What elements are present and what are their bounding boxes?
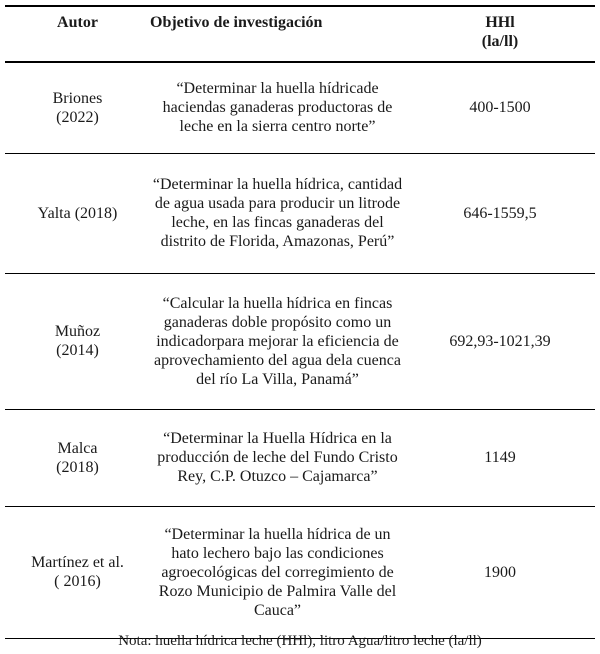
table-row xyxy=(5,506,595,638)
header-hhl-unit: (la/ll) xyxy=(481,33,519,50)
table-row xyxy=(5,153,595,273)
table-note: Nota: huella hídrica leche (HHl), litro Agua/litro leche (la/ll) xyxy=(118,633,482,649)
cell-objetivo: “Determinar la huella hídrica de un hato lechero bajo las condiciones agroecológicas del corregimiento de Rozo Municipio de Palmira Valle del Cauca” xyxy=(158,525,397,619)
header-hhl xyxy=(405,6,595,62)
header-objetivo: Objetivo de investigación xyxy=(150,14,323,31)
header-hhl-label: HHl xyxy=(485,14,515,31)
cell-autor: Briones (2022) xyxy=(52,89,103,126)
cell-hhl: 1900 xyxy=(484,563,516,581)
table-row xyxy=(5,409,595,506)
cell-autor: Muñoz (2014) xyxy=(54,323,101,359)
cell-hhl: 692,93-1021,39 xyxy=(449,332,551,350)
header-autor: Autor xyxy=(57,14,98,31)
cell-objetivo: “Calcular la huella hídrica en fincas ganaderas doble propósito como un indicadorpara mejorar la eficiencia de aprovechamiento del agua dela cuenca del río La Villa, Panamá” xyxy=(154,294,401,388)
cell-autor: Malca (2018) xyxy=(56,439,99,476)
table-header-row xyxy=(5,6,595,62)
cell-objetivo: “Determinar la Huella Hídrica en la producción de leche del Fundo Cristo Rey, C.P. Otuzco – Cajamarca” xyxy=(157,430,398,485)
cell-autor: Martínez et al. ( 2016) xyxy=(31,554,124,590)
cell-hhl: 646-1559,5 xyxy=(463,204,537,222)
cell-hhl: 1149 xyxy=(484,449,516,466)
cell-objetivo: “Determinar la huella hídricade haciendas ganaderas productoras de leche en la sierra centro norte” xyxy=(162,80,393,136)
cell-autor: Yalta (2018) xyxy=(37,204,118,222)
cell-objetivo: “Determinar la huella hídrica, cantidad de agua usada para producir un litrode leche, en las fincas ganaderas del distrito de Florida, Amazonas, Perú” xyxy=(152,176,403,250)
table-row xyxy=(5,62,595,153)
cell-hhl: 400-1500 xyxy=(469,99,531,117)
water-footprint-table xyxy=(5,5,595,639)
table-row xyxy=(5,273,595,409)
